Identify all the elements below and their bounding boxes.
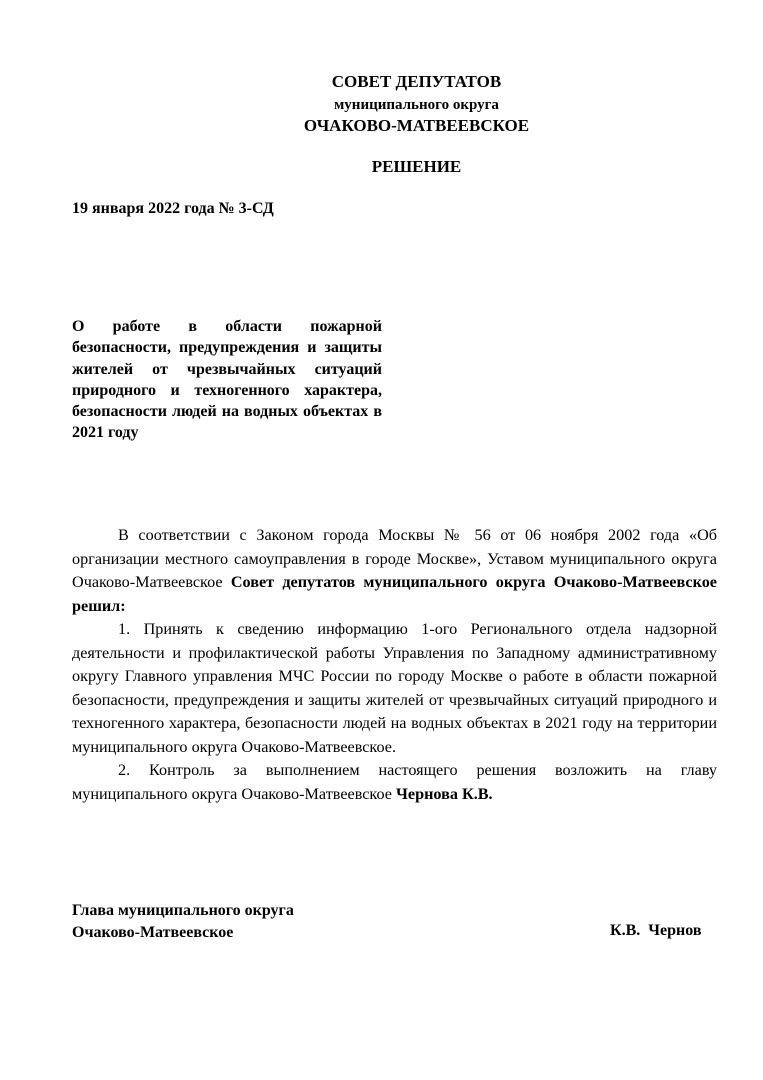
preamble-resolution: Совет депутатов муниципального округа Очаково-Матвеевское решил: — [72, 573, 717, 615]
preamble-text: В соответствии с Законом города Москвы № 56 от 06 ноября 2002 года «Об организации местного самоуправления в городе Москве», Уставом муниципального округа Очаково-Матвеевское — [72, 526, 717, 591]
item-1-paragraph — [72, 618, 717, 759]
document-body — [72, 524, 717, 806]
decision-subject: О работе в области пожарной безопасности, предупреждения и защиты жителей от чрезвычайных ситуаций природного и техногенного характера, безопасности людей на водных объектах в 2021 году — [72, 318, 382, 442]
header-district-name: ОЧАКОВО-МАТВЕЕВСКОЕ — [303, 116, 530, 135]
item-2-paragraph — [72, 759, 717, 806]
signature-position-line2: Очаково-Матвеевское — [72, 924, 234, 941]
header-council: СОВЕТ ДЕПУТАТОВ — [331, 72, 502, 91]
date-number: 19 января 2022 года № 3-СД — [72, 200, 274, 217]
signature-position — [72, 900, 294, 944]
item-2-bold: Чернова К.В. — [396, 784, 493, 803]
item-1-text: 1. Принять к сведению информацию 1-ого Регионального отдела надзорной деятельности и профилактической работы Управления по Западному административному округу Главного управления МЧС России по городу Москве о работе в области пожарной безопасности, предупреждения и защиты жителей от чрезвычайных ситуаций природного и техногенного характера, безопасности людей на водных объектах в 2021 году на территории муниципального округа Очаково-Матвеевское. — [72, 620, 717, 756]
signature-position-line1: Глава муниципального округа — [72, 902, 294, 919]
signature-name: К.В. Чернов — [610, 922, 702, 939]
item-2-text: 2. Контроль за выполнением настоящего решения возложить на главу муниципального округа Очаково-Матвеевское — [72, 761, 717, 803]
preamble-paragraph — [72, 524, 717, 618]
header-district-label: муниципального округа — [334, 97, 499, 113]
document-title: РЕШЕНИЕ — [371, 157, 462, 176]
